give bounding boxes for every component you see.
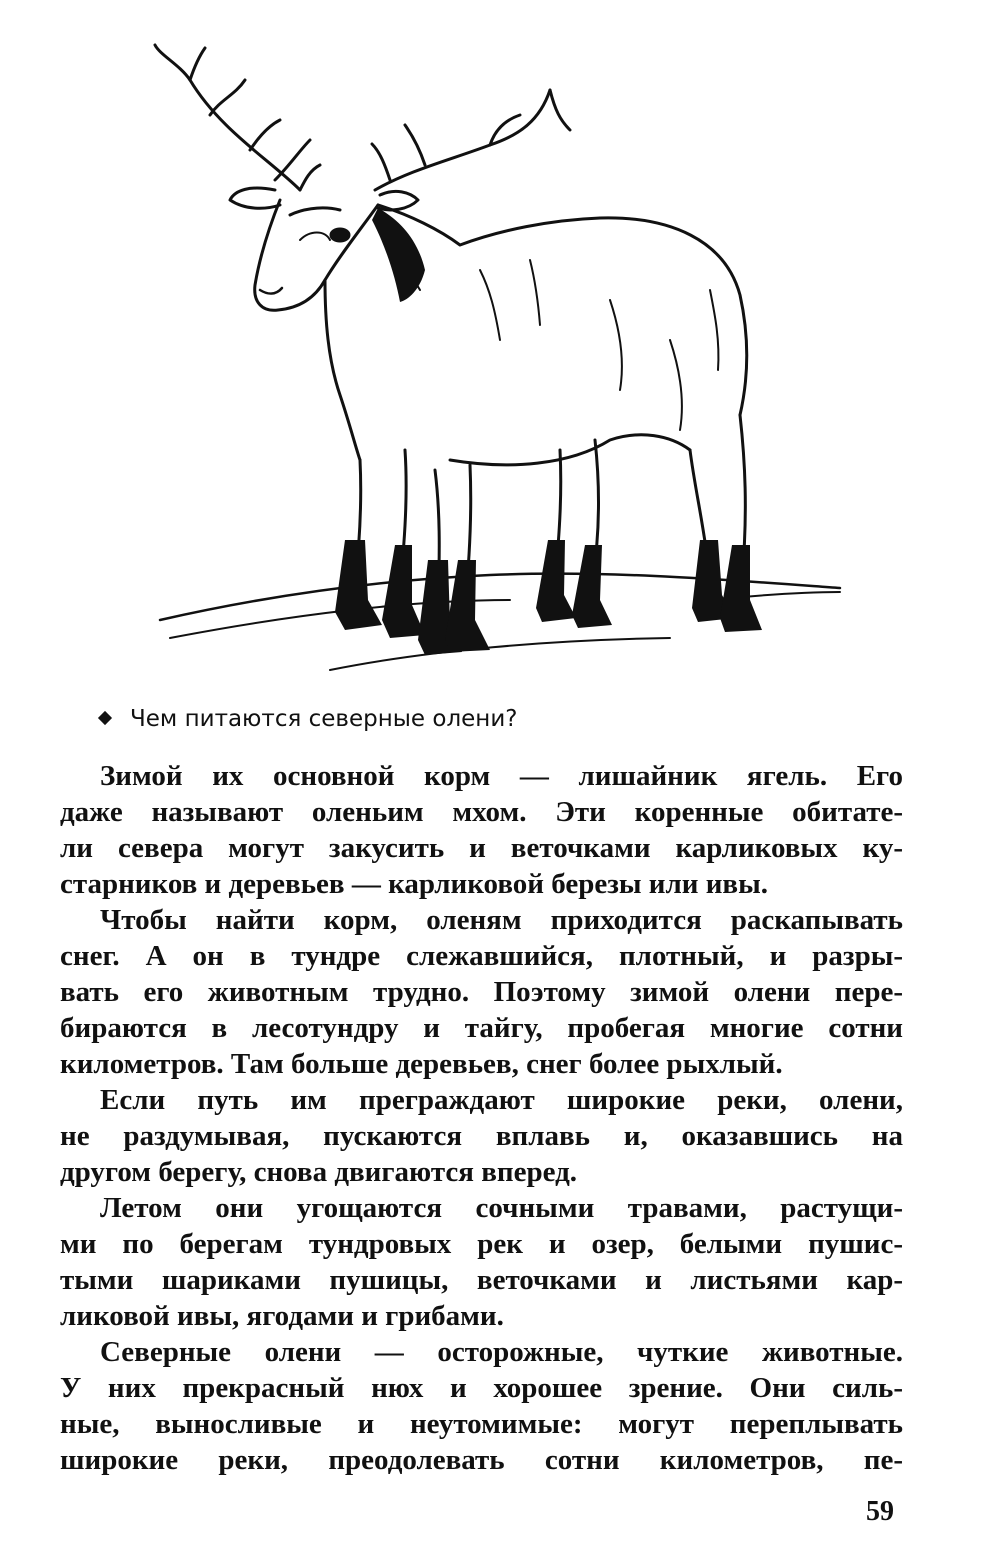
paragraph bbox=[60, 1190, 903, 1334]
paragraph bbox=[60, 902, 903, 1082]
paragraph bbox=[60, 1334, 903, 1478]
text-line: ли севера могут закусить и веточками карликовых ку- bbox=[60, 832, 903, 864]
text-line: ми по берегам тундровых рек и озер, белыми пушис- bbox=[60, 1228, 903, 1260]
text-line: ликовой ивы, ягодами и грибами. bbox=[60, 1300, 504, 1332]
text-line: Летом они угощаются сочными травами, растущи- bbox=[100, 1192, 903, 1224]
review-question bbox=[100, 706, 518, 732]
text-line: тыми шариками пушицы, веточками и листьями кар- bbox=[60, 1264, 903, 1296]
text-line: бираются в лесотундру и тайгу, пробегая многие сотни bbox=[60, 1012, 903, 1044]
reindeer-illustration bbox=[150, 40, 850, 680]
text-line: другом берегу, снова двигаются вперед. bbox=[60, 1156, 578, 1188]
text-line: даже называют оленьим мхом. Эти коренные обитате- bbox=[60, 796, 903, 828]
text-line: снег. А он в тундре слежавшийся, плотный, и разры- bbox=[60, 940, 903, 972]
body-text bbox=[60, 758, 903, 1478]
text-line: У них прекрасный нюх и хорошее зрение. Они силь- bbox=[60, 1372, 903, 1404]
text-line: Чтобы найти корм, оленям приходится раскапывать bbox=[100, 904, 903, 936]
text-line: вать его животным трудно. Поэтому зимой олени пере- bbox=[60, 976, 903, 1008]
text-line: ные, выносливые и неутомимые: могут переплывать bbox=[60, 1408, 903, 1440]
text-line: километров. Там больше деревьев, снег более рыхлый. bbox=[60, 1048, 783, 1080]
question-text: Чем питаются северные олени? bbox=[130, 706, 518, 732]
text-line: не раздумывая, пускаются вплавь и, оказавшись на bbox=[60, 1120, 903, 1152]
paragraph bbox=[60, 758, 903, 902]
text-line: Зимой их основной корм — лишайник ягель. Его bbox=[100, 760, 903, 792]
text-line: старников и деревьев — карликовой березы или ивы. bbox=[60, 868, 768, 900]
text-line: широкие реки, преодолевать сотни километров, пе- bbox=[60, 1444, 903, 1476]
paragraph bbox=[60, 1082, 903, 1190]
page-number: 59 bbox=[866, 1496, 894, 1527]
text-line: Если путь им преграждают широкие реки, олени, bbox=[100, 1084, 903, 1116]
text-line: Северные олени — осторожные, чуткие животные. bbox=[100, 1336, 903, 1368]
diamond-bullet-icon bbox=[98, 711, 112, 725]
reindeer-drawing bbox=[150, 40, 850, 680]
